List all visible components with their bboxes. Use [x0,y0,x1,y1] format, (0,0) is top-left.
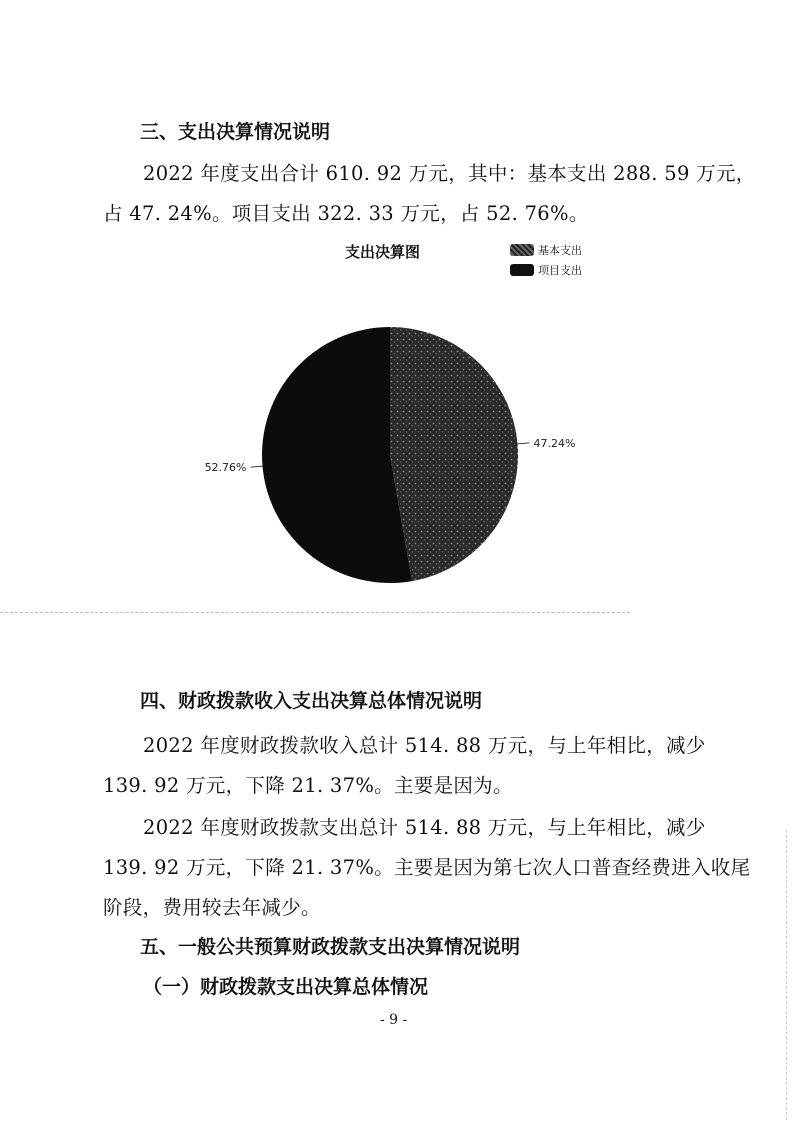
section3-line1: 2022 年度支出合计 610. 92 万元，其中：基本支出 288. 59 万元， [143,162,756,185]
section4-heading: 四、财政拨款收入支出决算总体情况说明 [140,690,483,712]
section3-line2: 占 47. 24%。项目支出 322. 33 万元，占 52. 76%。 [103,202,589,225]
page-number: - 9 - [380,1012,408,1028]
legend-item-basic [510,240,582,260]
scan-divider [0,612,630,613]
pie-label-basic-leader [518,443,530,444]
scan-margin-line [786,830,787,1120]
pie-chart [150,320,610,590]
chart-title: 支出决算图 [345,243,421,261]
legend-item-project [510,260,582,280]
section3-heading: 三、支出决算情况说明 [140,121,331,143]
pie-label-project-leader [251,466,263,467]
legend-label-project: 项目支出 [538,264,582,277]
section5-subheading: （一）财政拨款支出决算总体情况 [143,976,429,998]
section4-p1-line2: 139. 92 万元，下降 21. 37%。主要是因为。 [103,774,513,797]
section4-p2-line2: 139. 92 万元，下降 21. 37%。主要是因为第七次人口普查经费进入收尾 [103,856,751,879]
pie-slice-basic [390,327,518,581]
section4-p2-line1: 2022 年度财政拨款支出总计 514. 88 万元，与上年相比，减少 [143,816,706,839]
section4-p1-line1: 2022 年度财政拨款收入总计 514. 88 万元，与上年相比，减少 [143,734,706,757]
pie-slice-project [262,327,412,583]
legend-label-basic: 基本支出 [538,244,582,257]
pie-label-basic: 47.24% [533,436,576,450]
section4-p2-line3: 阶段，费用较去年减少。 [103,896,321,919]
section5-heading: 五、一般公共预算财政拨款支出决算情况说明 [140,936,521,958]
legend-swatch-project [510,264,534,276]
legend-swatch-basic [510,244,534,256]
pie-label-project: 52.76% [204,461,247,475]
chart-legend [510,240,582,280]
